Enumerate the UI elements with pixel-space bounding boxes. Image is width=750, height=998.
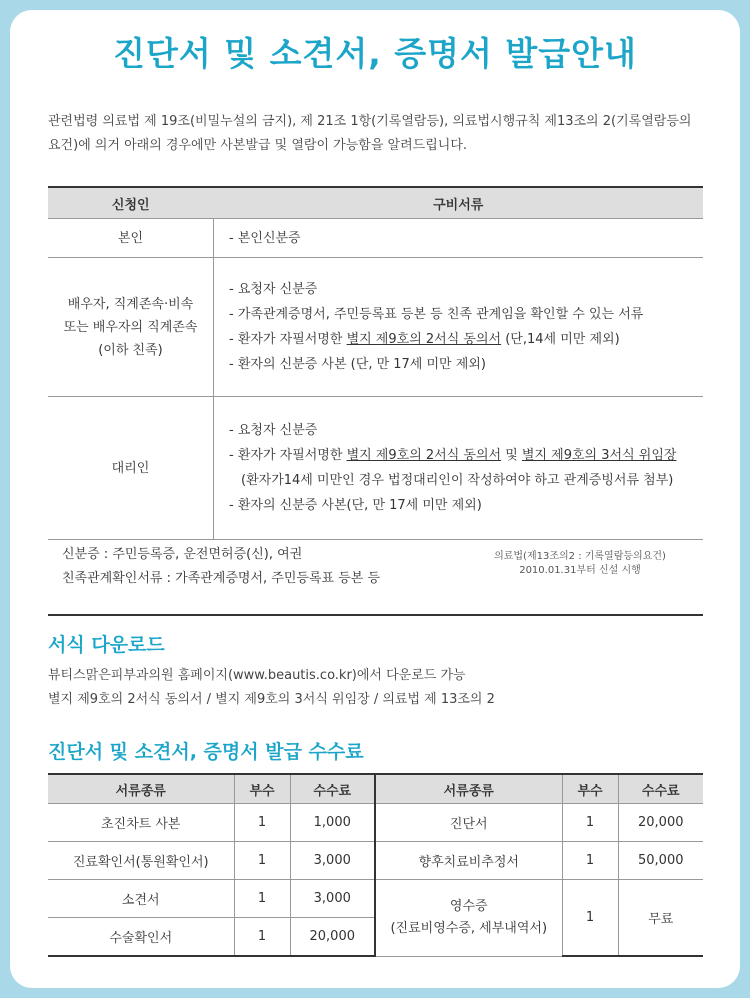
doc-type-cell: 소견서 xyxy=(48,880,234,918)
documents-cell xyxy=(214,397,704,540)
law-reference-note xyxy=(480,550,680,578)
document-item: - 가족관계증명서, 주민등록표 등본 등 친족 관계임을 확인할 수 있는 서류 xyxy=(229,307,644,322)
note-line: 의료법(제13조의2 : 기록열람등의요건) xyxy=(494,551,666,562)
fees-table xyxy=(48,773,703,957)
doc-type-line: 영수증 xyxy=(449,898,488,914)
doc-type-cell xyxy=(375,880,562,957)
document-item: - 요청자 신분증 xyxy=(229,423,318,438)
consent-form-reference: 별지 제9호의 2서식 동의서 xyxy=(346,448,502,463)
text-segment: (단,14세 미만 제외) xyxy=(501,332,620,347)
header-doc-type: 서류종류 xyxy=(48,774,234,804)
header-applicant: 신청인 xyxy=(48,187,214,219)
fees-heading: 진단서 및 소견서, 증명서 발급 수수료 xyxy=(48,741,364,763)
document-item: - 본인신분증 xyxy=(229,230,301,246)
note-line: 친족관계확인서류 : 가족관계증명서, 주민등록표 등본 등 xyxy=(62,571,381,586)
doc-type-cell: 초진차트 사본 xyxy=(48,804,234,842)
document-item xyxy=(229,327,702,352)
copies-cell: 1 xyxy=(234,804,290,842)
table-row xyxy=(48,219,703,258)
intro-line: 관련법령 의료법 제 19조(비밀누설의 금지), 제 21조 1항(기록열람등), 의료법시행규칙 제13조의 2(기록열람등의 xyxy=(48,114,692,129)
intro-line: 요건)에 의거 아래의 경우에만 사본발급 및 열람이 가능함을 알려드립니다. xyxy=(48,138,468,153)
download-line: 별지 제9호의 2서식 동의서 / 별지 제9호의 3서식 위임장 / 의료법 제 13조의 2 xyxy=(48,692,495,707)
applicant-agent: 대리인 xyxy=(48,397,214,540)
fee-cell: 20,000 xyxy=(290,918,375,957)
doc-type-cell: 진단서 xyxy=(375,804,562,842)
header-copies: 부수 xyxy=(562,774,618,804)
text-segment: - 환자가 자필서명한 xyxy=(229,332,347,347)
applicant-self: 본인 xyxy=(48,219,214,258)
fee-cell: 20,000 xyxy=(618,804,703,842)
table-row xyxy=(48,397,703,540)
text-segment: 및 xyxy=(501,448,522,463)
documents-cell xyxy=(214,219,704,258)
copies-cell: 1 xyxy=(562,880,618,957)
text-segment: - 환자가 자필서명한 xyxy=(229,448,347,463)
header-documents: 구비서류 xyxy=(214,187,704,219)
download-heading: 서식 다운로드 xyxy=(48,634,165,656)
fee-cell: 1,000 xyxy=(290,804,375,842)
table-header-row xyxy=(48,187,703,219)
applicant-line: 배우자, 직계존속·비속 xyxy=(67,296,194,312)
copies-cell: 1 xyxy=(562,842,618,880)
document-item: - 환자의 신분증 사본 (단, 만 17세 미만 제외) xyxy=(229,357,486,372)
copies-cell: 1 xyxy=(562,804,618,842)
fee-cell: 3,000 xyxy=(290,880,375,918)
copies-cell: 1 xyxy=(234,842,290,880)
applicant-line: 또는 배우자의 직계존속 xyxy=(63,319,198,335)
table-row xyxy=(48,842,703,880)
intro-paragraph xyxy=(48,110,708,158)
document-item: - 환자의 신분증 사본(단, 만 17세 미만 제외) xyxy=(229,498,482,513)
header-doc-type: 서류종류 xyxy=(375,774,562,804)
copies-cell: 1 xyxy=(234,880,290,918)
doc-type-cell: 진료확인서(통원확인서) xyxy=(48,842,234,880)
header-fee: 수수료 xyxy=(618,774,703,804)
power-of-attorney-reference: 별지 제9호의 3서식 위임장 xyxy=(521,448,677,463)
note-line: 2010.01.31부터 신설 시행 xyxy=(519,565,641,576)
download-info xyxy=(48,664,495,712)
document-item xyxy=(229,443,702,468)
note-line: 신분증 : 주민등록증, 운전면허증(신), 여권 xyxy=(62,547,303,562)
document-item: - 요청자 신분증 xyxy=(229,282,318,297)
download-line: 뷰티스맑은피부과의원 홈페이지(www.beautis.co.kr)에서 다운로드 가능 xyxy=(48,668,466,683)
table-header-row xyxy=(48,774,703,804)
fee-cell: 50,000 xyxy=(618,842,703,880)
doc-type-cell: 향후치료비추정서 xyxy=(375,842,562,880)
table-row xyxy=(48,804,703,842)
id-notes xyxy=(62,543,380,591)
applicant-line: (이하 친족) xyxy=(98,342,163,358)
doc-type-cell: 수술확인서 xyxy=(48,918,234,957)
header-copies: 부수 xyxy=(234,774,290,804)
copies-cell: 1 xyxy=(234,918,290,957)
header-fee: 수수료 xyxy=(290,774,375,804)
doc-type-line: (진료비영수증, 세부내역서) xyxy=(390,920,548,936)
documents-cell xyxy=(214,258,704,397)
fee-cell: 무료 xyxy=(618,880,703,957)
fee-cell: 3,000 xyxy=(290,842,375,880)
document-item-note: (환자가14세 미만인 경우 법정대리인이 작성하여야 하고 관계증빙서류 첨부) xyxy=(241,473,674,488)
page-title: 진단서 및 소견서, 증명서 발급안내 xyxy=(113,34,637,73)
applicant-relatives xyxy=(48,258,214,397)
table-row xyxy=(48,258,703,397)
consent-form-reference: 별지 제9호의 2서식 동의서 xyxy=(346,332,502,347)
table-row xyxy=(48,880,703,918)
